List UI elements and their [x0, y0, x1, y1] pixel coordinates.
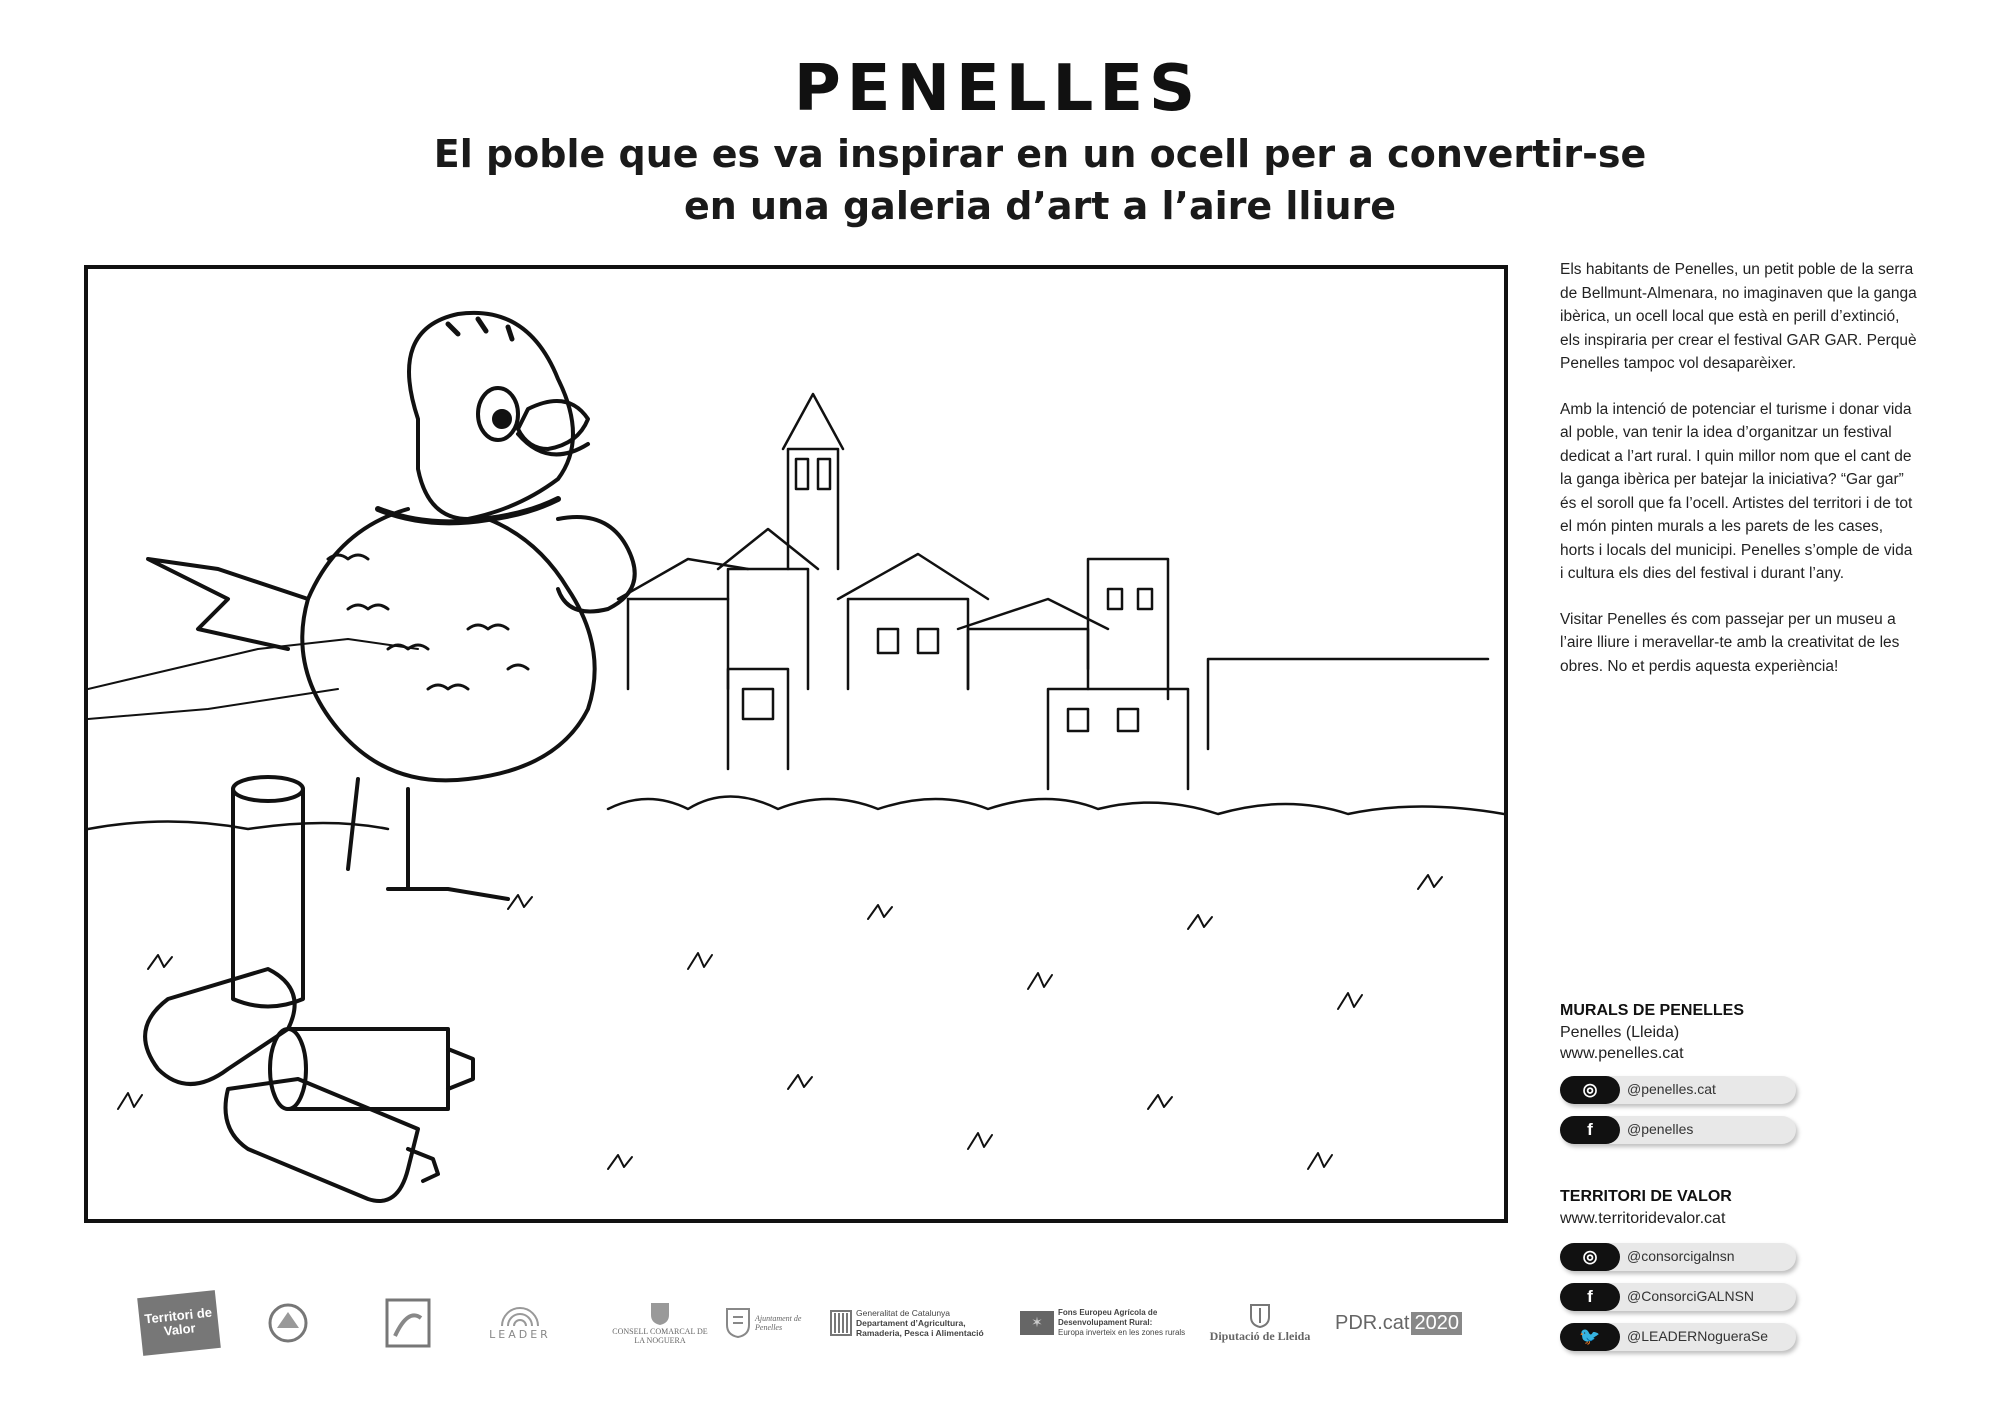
murals-location: Penelles (Lleida): [1560, 1024, 1680, 1041]
bird-character: [148, 313, 635, 899]
murals-website-link[interactable]: www.penelles.cat: [1560, 1045, 1684, 1062]
instagram-link[interactable]: [1560, 1076, 1796, 1106]
social-handle: @ConsorciGALNSN: [1627, 1288, 1755, 1304]
facebook-link[interactable]: [1560, 1116, 1796, 1146]
ajuntament-logo: Ajuntament de Penelles: [725, 1290, 805, 1356]
generalitat-logo: Generalitat de Catalunya Departament d’Agricultura, Ramaderia, Pesca i Alimentació: [830, 1290, 1000, 1356]
pdr-2020-logo: PDR.cat 2020: [1335, 1290, 1465, 1356]
social-handle: @LEADERNogueraSe: [1627, 1328, 1769, 1344]
spray-cans: [145, 777, 473, 1201]
description-panel: [1560, 258, 1920, 700]
diputacio-lleida-logo: Diputació de Lleida: [1200, 1290, 1320, 1356]
territori-info: [1560, 1186, 1940, 1353]
instagram-icon: ◎: [1560, 1076, 1620, 1104]
sponsor-logos: [140, 1290, 1470, 1360]
page-subtitle: [300, 128, 1780, 232]
town-buildings: [618, 394, 1488, 789]
description-paragraph: Visitar Penelles és com passejar per un museu a l’aire lliure i meravellar-te amb la creativitat de les obres. No et perdis aquesta experiència!: [1560, 610, 1900, 675]
instagram-icon: ◎: [1560, 1243, 1620, 1271]
instagram-link[interactable]: [1560, 1243, 1796, 1273]
illustration-drawing: [88, 269, 1504, 1219]
social-handle: @consorcigalnsn: [1627, 1248, 1735, 1264]
consell-comarcal-logo: CONSELL COMARCAL DE LA NOGUERA: [610, 1290, 710, 1356]
eu-flag-icon: ✶: [1020, 1311, 1054, 1335]
facebook-link[interactable]: [1560, 1283, 1796, 1313]
subtitle-line-1: El poble que es va inspirar en un ocell per a convertir-se: [433, 132, 1647, 176]
subtitle-line-2: en una galeria d’art a l’aire lliure: [683, 184, 1397, 228]
description-paragraph: Els habitants de Penelles, un petit poble de la serra de Bellmunt-Almenara, no imaginaven que la ganga ibèrica, un ocell local que està en perill d’extinció, els inspiraria per crear el festival GAR GAR. Perquè Penelles tampoc vol desaparèixer.: [1560, 261, 1917, 372]
social-handle: @penelles.cat: [1627, 1081, 1716, 1097]
description-paragraph: Amb la intenció de potenciar el turisme i donar vida al poble, van tenir la idea d’organitzar un festival dedicat a l’art rural. I quin millor nom que el cant de la ganga ibèrica per batejar la iniciativa? “Gar gar” és el soroll que fa l’ocell. Artistes del territori i de tot el món pinten murals a les parets de les cases, horts i locals del municipi. Penelles s’omple de vida i cultura els dies del festival i durant l’any.: [1560, 400, 1913, 582]
coloring-illustration: [84, 265, 1508, 1223]
territori-de-valor-logo: Territori de Valor: [140, 1290, 230, 1356]
facebook-icon: f: [1560, 1116, 1620, 1144]
murals-info: [1560, 1000, 1940, 1146]
territori-title: TERRITORI DE VALOR: [1560, 1188, 1732, 1205]
twitter-icon: 🐦: [1560, 1323, 1620, 1351]
facebook-icon: f: [1560, 1283, 1620, 1311]
social-handle: @penelles: [1627, 1121, 1694, 1137]
territori-website-link[interactable]: www.territoridevalor.cat: [1560, 1210, 1726, 1227]
murals-title: MURALS DE PENELLES: [1560, 1002, 1745, 1019]
grass-tufts: [118, 875, 1442, 1169]
eu-rural-logo: [385, 1290, 435, 1356]
leader-logo: LEADER: [480, 1290, 560, 1356]
feader-eu-logo: ✶ Fons Europeu Agrícola de Desenvolupament Rural: Europa inverteix en les zones rurals: [1020, 1290, 1190, 1356]
twitter-link[interactable]: [1560, 1323, 1796, 1353]
page-title: PENELLES: [793, 52, 1202, 126]
bird-emblem-logo: [265, 1290, 315, 1356]
